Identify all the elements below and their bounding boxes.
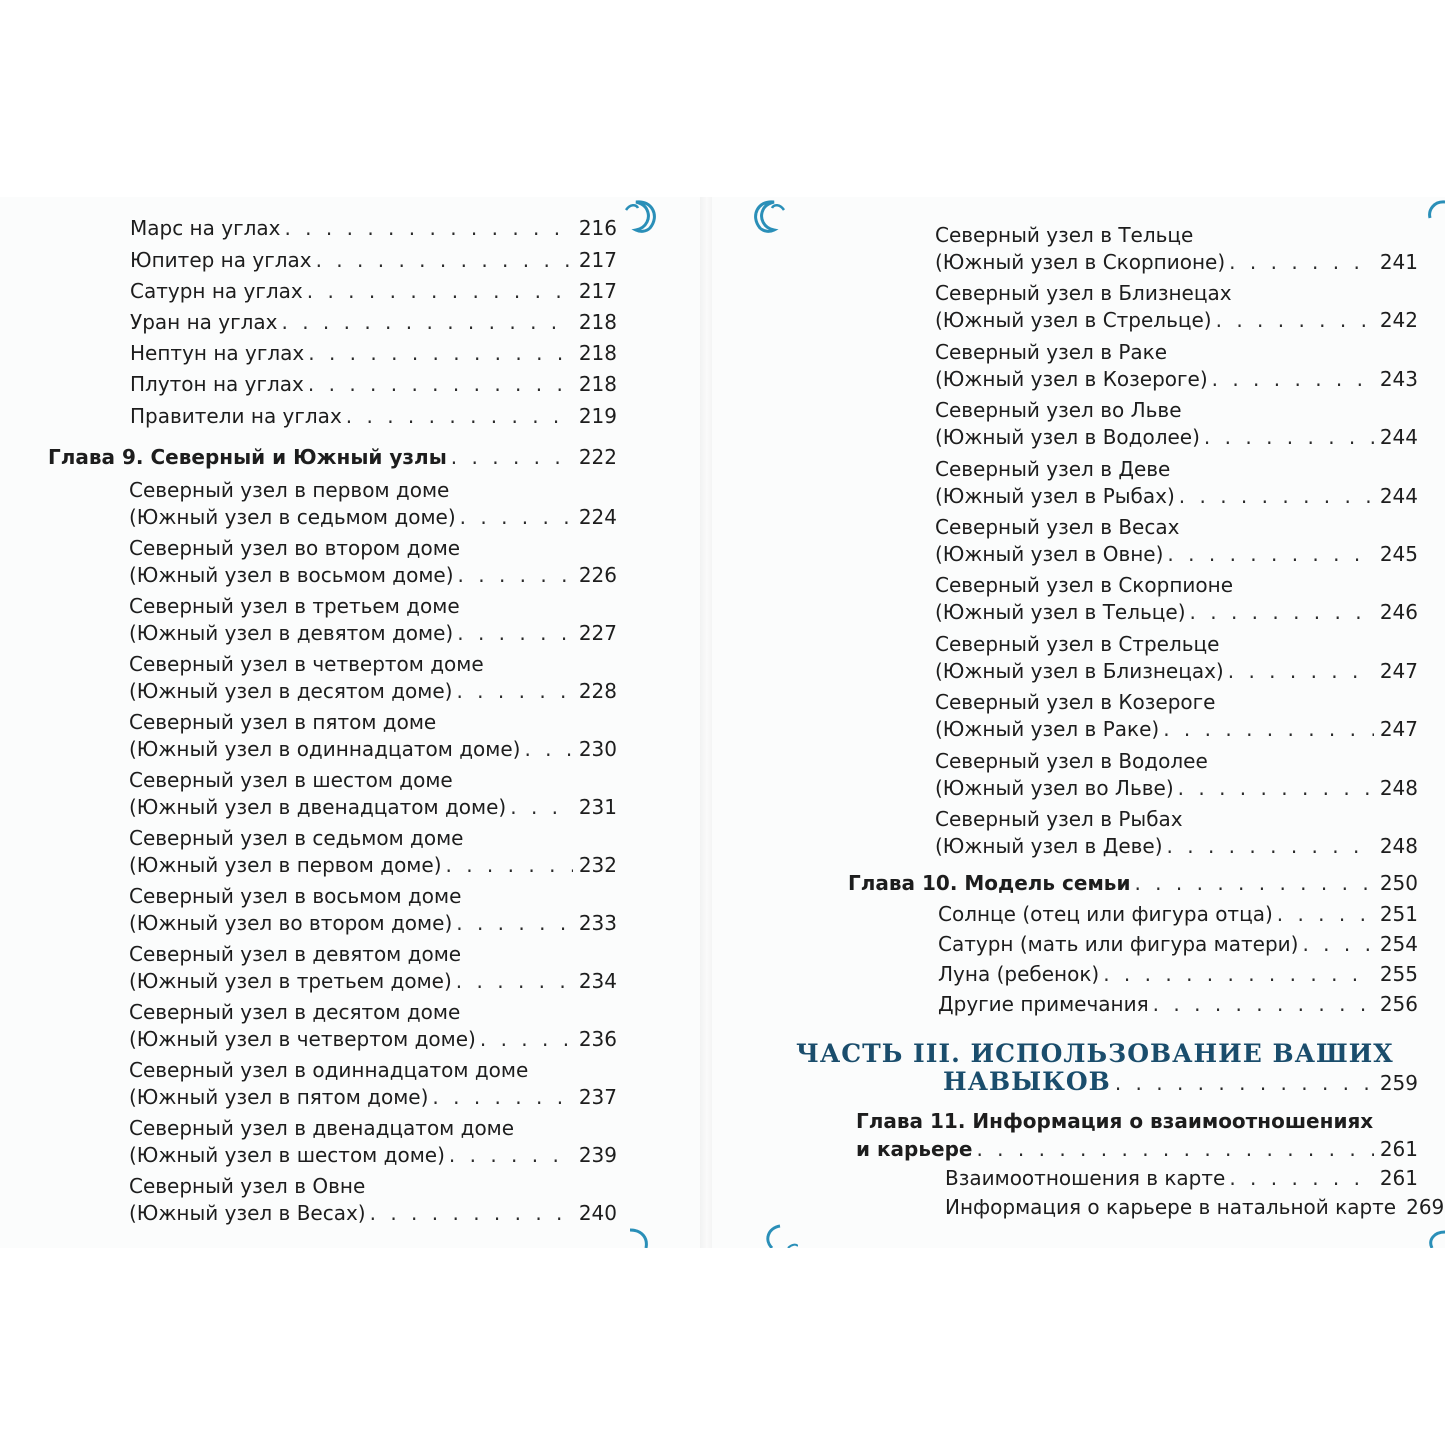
- page-number: 234: [578, 969, 617, 993]
- toc-entry: [935, 249, 1418, 276]
- page-number: 245: [1379, 542, 1418, 566]
- dot-leader: [346, 403, 573, 430]
- node-entry-line1: Северный узел в Скорпионе: [935, 573, 1234, 598]
- entry-label: (Южный узел в Рыбах): [935, 483, 1175, 508]
- dot-leader: [456, 910, 573, 937]
- toc-entry: [130, 403, 617, 430]
- toc-entry: [935, 658, 1418, 685]
- entry-label: (Южный узел в Близнецах): [935, 658, 1224, 683]
- toc-entry: [130, 371, 617, 398]
- page-number: 218: [578, 372, 617, 396]
- node-entry-line1: Северный узел в пятом доме: [129, 710, 437, 734]
- dot-leader: [316, 247, 573, 274]
- dot-leader: [1163, 716, 1374, 743]
- dot-leader: [1115, 1070, 1374, 1097]
- page-number: 237: [578, 1085, 617, 1109]
- page-number: 222: [578, 445, 617, 469]
- node-entry-line1: Северный узел в третьем доме: [129, 594, 460, 618]
- toc-entry: [935, 424, 1418, 451]
- toc-entry: [938, 931, 1418, 958]
- entry-label: Уран на углах: [130, 310, 278, 334]
- entry-label: (Южный узел в седьмом доме): [129, 505, 456, 529]
- dot-leader: [370, 1200, 573, 1227]
- page-number: 231: [578, 795, 617, 819]
- entry-label: (Южный узел в Раке): [935, 717, 1160, 742]
- entry-label: Плутон на углах: [130, 372, 304, 396]
- dot-leader: [1167, 833, 1374, 860]
- entry-label: (Южный узел в четвертом доме): [129, 1027, 476, 1051]
- node-entry-line1: Северный узел в Деве: [935, 456, 1171, 481]
- page-number: 255: [1379, 962, 1418, 986]
- dot-leader: [1153, 991, 1374, 1018]
- entry-label: Другие примечания: [938, 992, 1149, 1016]
- page-number: 247: [1379, 717, 1418, 742]
- dot-leader: [308, 371, 573, 398]
- node-entry-line1: Северный узел в десятом доме: [129, 1000, 461, 1024]
- node-entry-line1: Северный узел в двенадцатом доме: [129, 1116, 515, 1140]
- page-number: 261: [1379, 1166, 1418, 1190]
- chapter-title: Модель семьи: [964, 871, 1131, 895]
- dot-leader: [281, 309, 572, 336]
- page-number: 243: [1379, 366, 1418, 391]
- entry-label: (Южный узел в восьмом доме): [129, 563, 454, 587]
- page-number: 227: [578, 621, 617, 645]
- node-entry-line1: Северный узел в первом доме: [129, 478, 450, 502]
- node-entry-line1: Северный узел в одиннадцатом доме: [129, 1058, 529, 1082]
- entry-label: (Южный узел в Деве): [935, 834, 1163, 858]
- node-entry-line1: Северный узел во втором доме: [129, 536, 461, 560]
- page-number: 254: [1379, 932, 1418, 956]
- toc-entry: [129, 852, 617, 879]
- node-entry-line1: Северный узел в Раке: [935, 339, 1168, 364]
- chapter-prefix: Глава 10.: [848, 871, 958, 895]
- dot-leader: [457, 620, 573, 647]
- node-entry-line1: Северный узел в Овне: [129, 1174, 366, 1198]
- node-entry-line1: Северный узел в Водолее: [935, 748, 1208, 773]
- page-number: 244: [1379, 483, 1418, 508]
- entry-label: Информация о карьере в натальной карте: [945, 1195, 1397, 1219]
- chapter-heading: [48, 444, 617, 471]
- toc-entry: [938, 991, 1418, 1018]
- toc-entry: [130, 309, 617, 336]
- entry-label: (Южный узел в третьем доме): [129, 969, 452, 993]
- dot-leader: [451, 444, 573, 471]
- part-heading: [796, 1040, 1394, 1068]
- entry-label: (Южный узел в пятом доме): [129, 1085, 429, 1109]
- entry-label: (Южный узел в Весах): [129, 1201, 366, 1225]
- toc-entry: [935, 541, 1418, 568]
- dot-leader: [1134, 870, 1373, 897]
- chapter-prefix: Глава 9.: [48, 445, 144, 469]
- chapter-heading: [848, 870, 1418, 897]
- dot-leader: [456, 678, 572, 705]
- node-entry-line1: Северный узел в Козероге: [935, 690, 1216, 715]
- crescent-ornament-icon: [1420, 196, 1445, 236]
- crescent-ornament-icon: [1420, 1218, 1445, 1248]
- toc-entry: [935, 833, 1418, 860]
- entry-label: Юпитер на углах: [130, 248, 312, 272]
- toc-entry: [935, 366, 1418, 393]
- entry-label: (Южный узел в двенадцатом доме): [129, 795, 507, 819]
- page-number: 250: [1379, 871, 1418, 895]
- node-entry-line1: Северный узел в шестом доме: [129, 768, 453, 792]
- entry-label: (Южный узел в одиннадцатом доме): [129, 737, 521, 761]
- dot-leader: [458, 562, 573, 589]
- dot-leader: [1167, 541, 1373, 568]
- dot-leader: [1103, 961, 1374, 988]
- page-number: 232: [578, 853, 617, 877]
- toc-entry: [129, 620, 617, 647]
- toc-entry: [938, 961, 1418, 988]
- part-heading-line2: [943, 1068, 1418, 1097]
- toc-entry: [130, 340, 617, 367]
- entry-label: Солнце (отец или фигура отца): [938, 902, 1273, 926]
- page-number: 242: [1379, 308, 1418, 333]
- toc-entry: [935, 716, 1418, 743]
- node-entry-line1: Северный узел в четвертом доме: [129, 652, 484, 676]
- node-entry-line1: Северный узел в Тельце: [935, 223, 1194, 247]
- dot-leader: [524, 736, 572, 763]
- toc-entry: [935, 775, 1418, 802]
- page-number: 230: [578, 737, 617, 761]
- entry-label: (Южный узел в Овне): [935, 542, 1164, 566]
- entry-label: (Южный узел в девятом доме): [129, 621, 454, 645]
- toc-entry: [129, 504, 617, 531]
- toc-entry: [129, 562, 617, 589]
- page-number: 256: [1379, 992, 1418, 1016]
- dot-leader: [432, 1084, 572, 1111]
- page-number: 228: [578, 679, 617, 703]
- toc-entry: [945, 1194, 1445, 1221]
- page-number: 219: [578, 404, 617, 428]
- toc-entry: [129, 794, 617, 821]
- dot-leader: [449, 1142, 573, 1169]
- node-entry-line1: Северный узел в Близнецах: [935, 281, 1232, 306]
- part-title-line2: НАВЫКОВ: [943, 1067, 1111, 1096]
- page-number: 261: [1379, 1137, 1418, 1161]
- entry-label: (Южный узел в первом доме): [129, 853, 442, 877]
- toc-entry: [129, 736, 617, 763]
- toc-entry: [130, 247, 617, 274]
- entry-label: Нептун на углах: [130, 341, 305, 365]
- dot-leader: [456, 968, 573, 995]
- node-entry-line1: Северный узел в Весах: [935, 515, 1180, 539]
- crescent-ornament-icon: [622, 1218, 662, 1248]
- part-prefix: ЧАСТЬ III.: [796, 1039, 961, 1068]
- toc-entry: [130, 278, 617, 305]
- toc-entry: [935, 483, 1418, 510]
- entry-label: (Южный узел в десятом доме): [129, 679, 453, 703]
- dot-leader: [1228, 658, 1374, 685]
- entry-label: (Южный узел в Стрельце): [935, 308, 1212, 333]
- dot-leader: [1216, 307, 1374, 334]
- node-entry-line1: Северный узел в девятом доме: [129, 942, 462, 966]
- dot-leader: [1302, 931, 1373, 958]
- toc-entry: [129, 1084, 617, 1111]
- page-number: 233: [578, 911, 617, 935]
- entry-label: (Южный узел во Льве): [935, 775, 1174, 800]
- dot-leader: [1179, 483, 1374, 510]
- dot-leader: [1277, 901, 1374, 928]
- page-number: 217: [578, 248, 617, 272]
- dot-leader: [1229, 1165, 1373, 1192]
- toc-entry: [129, 1026, 617, 1053]
- dot-leader: [307, 278, 573, 305]
- node-entry-line1: Северный узел в восьмом доме: [129, 884, 462, 908]
- dot-leader: [1229, 249, 1374, 276]
- toc-entry: [935, 307, 1418, 334]
- chapter-prefix: Глава 11.: [856, 1109, 966, 1133]
- dot-leader: [284, 215, 572, 242]
- entry-label: Сатурн (мать или фигура матери): [938, 932, 1299, 956]
- page-number: 248: [1379, 834, 1418, 858]
- page-number: 217: [578, 279, 617, 303]
- page-number: 247: [1379, 658, 1418, 683]
- chapter-heading: [856, 1108, 1373, 1135]
- dot-leader: [510, 794, 573, 821]
- entry-label: (Южный узел во втором доме): [129, 911, 453, 935]
- toc-entry: [935, 599, 1418, 626]
- toc-entry: [938, 901, 1418, 928]
- entry-label: Сатурн на углах: [130, 279, 303, 303]
- dot-leader: [976, 1136, 1373, 1163]
- entry-label: Марс на углах: [130, 216, 281, 240]
- page-number: 216: [578, 216, 617, 240]
- dot-leader: [1204, 424, 1374, 451]
- page-number: 241: [1379, 250, 1418, 274]
- dot-leader: [1212, 366, 1374, 393]
- page-number: 251: [1379, 902, 1418, 926]
- toc-entry: [129, 1200, 617, 1227]
- entry-label: Правители на углах: [130, 404, 342, 428]
- entry-label: (Южный узел в Скорпионе): [935, 250, 1226, 274]
- page-number: 240: [578, 1201, 617, 1225]
- page-number: 218: [578, 310, 617, 334]
- page-number: 244: [1379, 425, 1418, 450]
- entry-label: Взаимоотношения в карте: [945, 1166, 1226, 1190]
- node-entry-line1: Северный узел во Льве: [935, 398, 1182, 423]
- page-number: 246: [1379, 600, 1418, 625]
- entry-label: (Южный узел в Козероге): [935, 366, 1208, 391]
- part-title-line1: ИСПОЛЬЗОВАНИЕ ВАШИХ: [970, 1039, 1394, 1068]
- page-number: 226: [578, 563, 617, 587]
- dot-leader: [1190, 599, 1374, 626]
- page-number: 236: [578, 1027, 617, 1051]
- crescent-ornament-icon: [758, 1218, 798, 1248]
- page-number: 269: [1406, 1195, 1445, 1219]
- entry-label: (Южный узел в Водолее): [935, 425, 1200, 450]
- toc-entry: [129, 968, 617, 995]
- crescent-ornament-icon: [748, 196, 788, 236]
- node-entry-line1: Северный узел в Стрельце: [935, 631, 1220, 656]
- page-number: 239: [578, 1143, 617, 1167]
- dot-leader: [446, 852, 573, 879]
- dot-leader: [308, 340, 573, 367]
- node-entry-line1: Северный узел в Рыбах: [935, 807, 1183, 831]
- crescent-ornament-icon: [622, 196, 662, 236]
- dot-leader: [1178, 775, 1374, 802]
- toc-entry: [129, 1142, 617, 1169]
- toc-entry: [129, 910, 617, 937]
- page-number: 218: [578, 341, 617, 365]
- entry-label: (Южный узел в шестом доме): [129, 1143, 445, 1167]
- chapter-title-line1: Информация о взаимоотношениях: [972, 1109, 1374, 1133]
- dot-leader: [480, 1026, 573, 1053]
- dot-leader: [460, 504, 573, 531]
- toc-entry: [129, 678, 617, 705]
- toc-entry: [130, 215, 617, 242]
- page-number: 259: [1379, 1071, 1418, 1095]
- chapter-title: Северный и Южный узлы: [150, 445, 447, 469]
- entry-label: Луна (ребенок): [938, 962, 1100, 986]
- page-number: 224: [578, 505, 617, 529]
- node-entry-line1: Северный узел в седьмом доме: [129, 826, 464, 850]
- toc-entry: [945, 1165, 1418, 1192]
- page-number: 248: [1379, 775, 1418, 800]
- chapter-title-line2: и карьере: [856, 1137, 973, 1161]
- chapter-heading-line2: [856, 1136, 1418, 1163]
- entry-label: (Южный узел в Тельце): [935, 600, 1186, 625]
